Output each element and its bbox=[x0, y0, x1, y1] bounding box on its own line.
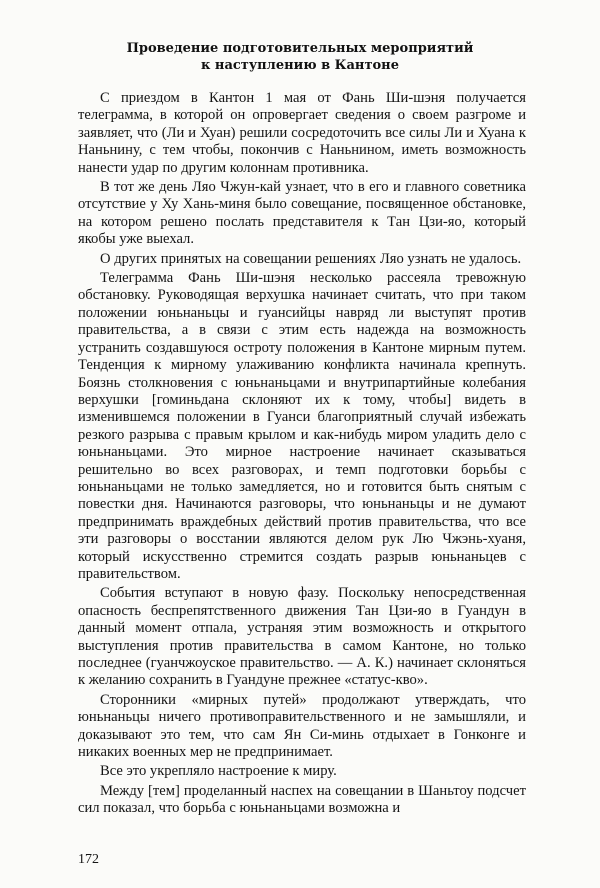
section-heading-line-1: Проведение подготовительных мероприятий bbox=[126, 41, 474, 56]
section-heading-line-2: к наступлению в Кантоне bbox=[201, 58, 399, 73]
paragraph: С приездом в Кантон 1 мая от Фань Ши-шэня получается телеграмма, в которой он опровергает сведения о своем разгроме и заявляет, что (Ли и Хуан) решили сосредоточить все силы Ли и Хуана к Наньнину, с тем чтобы, покончив с Наньнином, иметь возможность нанести удар по другим колоннам противника. bbox=[78, 90, 526, 176]
paragraph: Сторонники «мирных путей» продолжают утверждать, что юньнаньцы ничего противоправительственного и не замышляли, и доказывают это тем, что сам Ян Си-минь отдыхает в Гонконге и никаких военных мер не предпринимает. bbox=[78, 691, 526, 761]
section-heading bbox=[60, 40, 540, 74]
paragraph: Телеграмма Фань Ши-шэня несколько рассеяла тревожную обстановку. Руководящая верхушка начинает считать, что при таком положении юньнаньцы и гуансийцы навряд ли выступят против правительства, а в связи с этим есть надежда на возможность устранить создавшуюся остроту положения в Кантоне мирным путем. Тенденция к мирному улаживанию конфликта начинала крепнуть. Боязнь столкновения с юньнаньцами и внутрипартийные колебания верхушки [гоминьдана склоняют их к тому, чтобы] видеть в изменившемся положении в Гуанси благоприятный случай избежать резкого разрыва с правым крылом и как-нибудь миром уладить дело с юньнаньцами. Это мирное настроение начинает сказываться решительно во всех разговорах, и темп подготовки борьбы с юньнаньцами не только замедляется, но и готовится быть снятым с повестки дня. Начинаются разговоры, что юньнаньцы и не думают предпринимать враждебных действий против правительства, что все эти разговоры о восстании являются делом рук Лю Чжэнь-хуаня, который искусственно стремится создать разрыв юньнаньцев с правительством. bbox=[78, 270, 526, 582]
body-text bbox=[78, 90, 526, 820]
paragraph: О других принятых на совещании решениях Ляо узнать не удалось. bbox=[100, 250, 522, 267]
page-number: 172 bbox=[78, 852, 99, 867]
paragraph: Между [тем] проделанный наспех на совещании в Шаньтоу подсчет сил показал, что борьба с юньнаньцами возможна и bbox=[78, 782, 526, 817]
paragraph: Все это укрепляло настроение к миру. bbox=[100, 763, 337, 780]
paragraph: События вступают в новую фазу. Поскольку непосредственная опасность беспрепятственного движения Тан Цзи-яо в Гуандун в данный момент отпала, устраняя этим возможность и открытого выступления против правительства в самом Кантоне, но только последнее (гуанчжоуское правительство. — А. К.) начинает склоняться к желанию сохранить в Гуандуне прежнее «статус-кво». bbox=[78, 585, 526, 689]
paragraph: В тот же день Ляо Чжун-кай узнает, что в его и главного советника отсутствие у Ху Хань-миня было совещание, посвященное обстановке, на котором решено послать представителя к Тан Цзи-яо, который якобы уже выехал. bbox=[78, 179, 526, 248]
